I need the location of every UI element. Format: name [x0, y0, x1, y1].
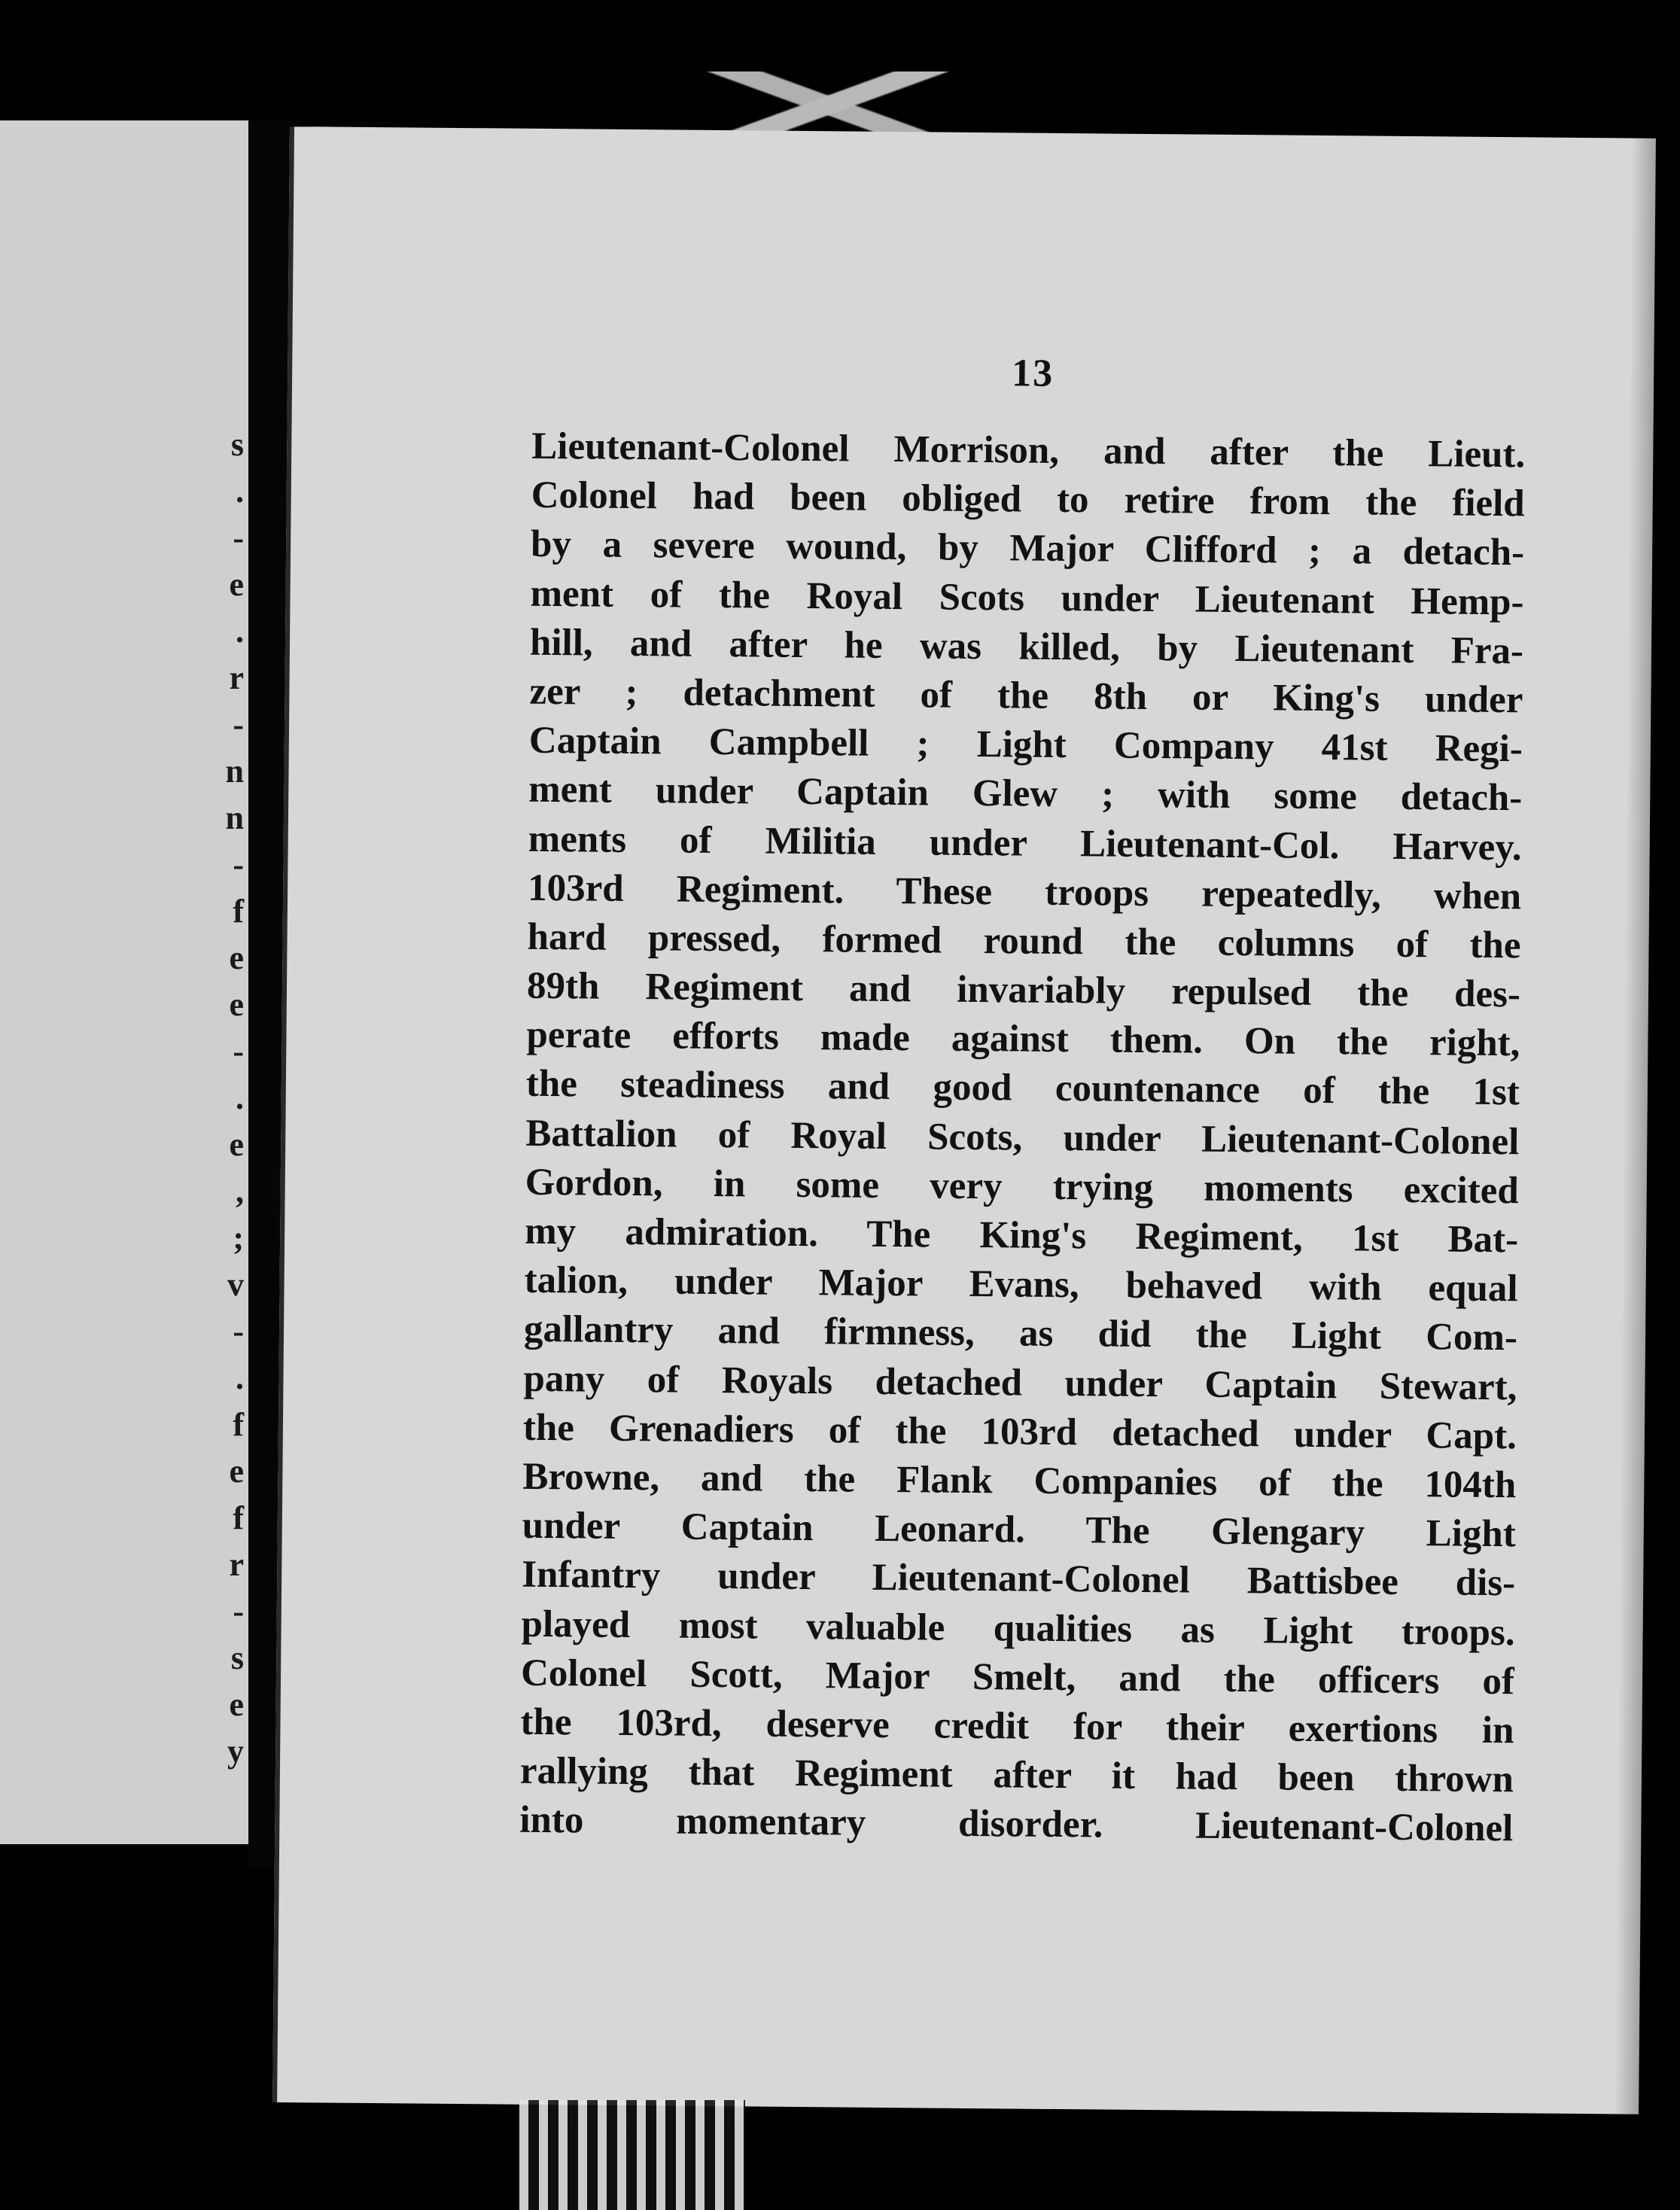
text-line: under Captain Leonard. The Glengary Light: [522, 1504, 1516, 1556]
text-line: hill, and after he was killed, by Lieutenant Fra-: [529, 621, 1524, 673]
left-edge-char: .: [236, 1079, 244, 1116]
left-edge-char: n: [225, 753, 244, 790]
left-edge-char: r: [229, 659, 244, 696]
text-line: Gordon, in some very trying moments excited: [525, 1161, 1519, 1213]
left-edge-char: e: [229, 986, 244, 1023]
left-edge-char: v: [227, 1266, 244, 1303]
text-line: ment of the Royal Scots under Lieutenant Hemp-: [530, 572, 1524, 623]
text-line: 103rd Regiment. These troops repeatedly, when: [527, 866, 1522, 918]
left-edge-char: e: [229, 1453, 244, 1490]
left-edge-char: .: [236, 473, 244, 510]
left-edge-char: -: [233, 1593, 244, 1630]
left-edge-char: .: [236, 1359, 244, 1396]
text-line: Lieutenant-Colonel Morrison, and after the Lieut.: [531, 425, 1526, 476]
body-text: [519, 422, 1525, 1854]
text-line: hard pressed, formed round the columns of the: [527, 915, 1521, 967]
text-line: rallying that Regiment after it had been thrown: [519, 1749, 1514, 1801]
left-edge-char: -: [233, 846, 244, 883]
text-line: Battalion of Royal Scots, under Lieutenant-Colonel: [525, 1112, 1520, 1163]
text-line: ment under Captain Glew ; with some detach-: [528, 769, 1523, 820]
text-line: gallantry and firmness, as did the Light Com-: [523, 1308, 1518, 1359]
left-edge-char: r: [229, 1546, 244, 1583]
text-line: Colonel Scott, Major Smelt, and the officers of: [520, 1651, 1515, 1703]
left-facing-page: [0, 120, 256, 1844]
text-line: perate efforts made against them. On the right,: [526, 1014, 1520, 1065]
left-edge-char: -: [233, 519, 244, 556]
text-line: zer ; detachment of the 8th or King's under: [529, 670, 1523, 722]
left-edge-char: f: [233, 1406, 244, 1443]
text-line: 89th Regiment and invariably repulsed the des-: [526, 964, 1521, 1016]
left-edge-char: f: [233, 1499, 244, 1536]
text-line: the 103rd, deserve credit for their exertions in: [520, 1700, 1514, 1752]
text-line: by a severe wound, by Major Clifford ; a detach-: [530, 523, 1525, 574]
left-edge-char: ,: [236, 1173, 244, 1210]
left-edge-char: s: [230, 1639, 244, 1676]
left-edge-char: -: [233, 1313, 244, 1350]
text-line: the steadiness and good countenance of the 1st: [525, 1063, 1520, 1114]
left-edge-char: s: [230, 426, 244, 463]
text-line: into momentary disorder. Lieutenant-Colonel: [519, 1799, 1514, 1850]
page-number: 13: [1011, 352, 1055, 395]
text-line: ments of Militia under Lieutenant-Col. Harvey.: [528, 817, 1522, 869]
right-page: [272, 126, 1656, 2114]
text-line: the Grenadiers of the 103rd detached under Capt.: [522, 1406, 1517, 1458]
binding-stitch-bottom: [519, 2100, 745, 2210]
left-edge-char: e: [229, 1686, 244, 1723]
left-edge-char: e: [229, 566, 244, 603]
text-line: played most valuable qualities as Light troops.: [521, 1603, 1515, 1654]
text-line: my admiration. The King's Regiment, 1st Bat-: [524, 1210, 1519, 1262]
text-line: Browne, and the Flank Companies of the 104th: [522, 1455, 1517, 1507]
text-line: Captain Campbell ; Light Company 41st Regi-: [528, 719, 1523, 771]
left-edge-char: -: [233, 706, 244, 743]
left-edge-char: .: [236, 613, 244, 650]
text-line: Colonel had been obliged to retire from the field: [531, 474, 1525, 525]
text-line: talion, under Major Evans, behaved with equal: [524, 1259, 1518, 1310]
text-line: pany of Royals detached under Captain Stewart,: [523, 1357, 1517, 1408]
left-edge-char: e: [229, 1126, 244, 1163]
page-edge-shadow: [1615, 139, 1656, 2114]
left-page-edge-text: [214, 422, 244, 1775]
left-edge-char: n: [225, 799, 244, 836]
text-line: Infantry under Lieutenant-Colonel Battisbee dis-: [521, 1554, 1516, 1605]
left-edge-char: y: [227, 1733, 244, 1770]
left-edge-char: e: [229, 939, 244, 976]
left-edge-char: f: [233, 893, 244, 930]
binding-stitch-top: [617, 72, 1039, 139]
left-edge-char: ;: [233, 1219, 244, 1256]
left-edge-char: -: [233, 1033, 244, 1070]
